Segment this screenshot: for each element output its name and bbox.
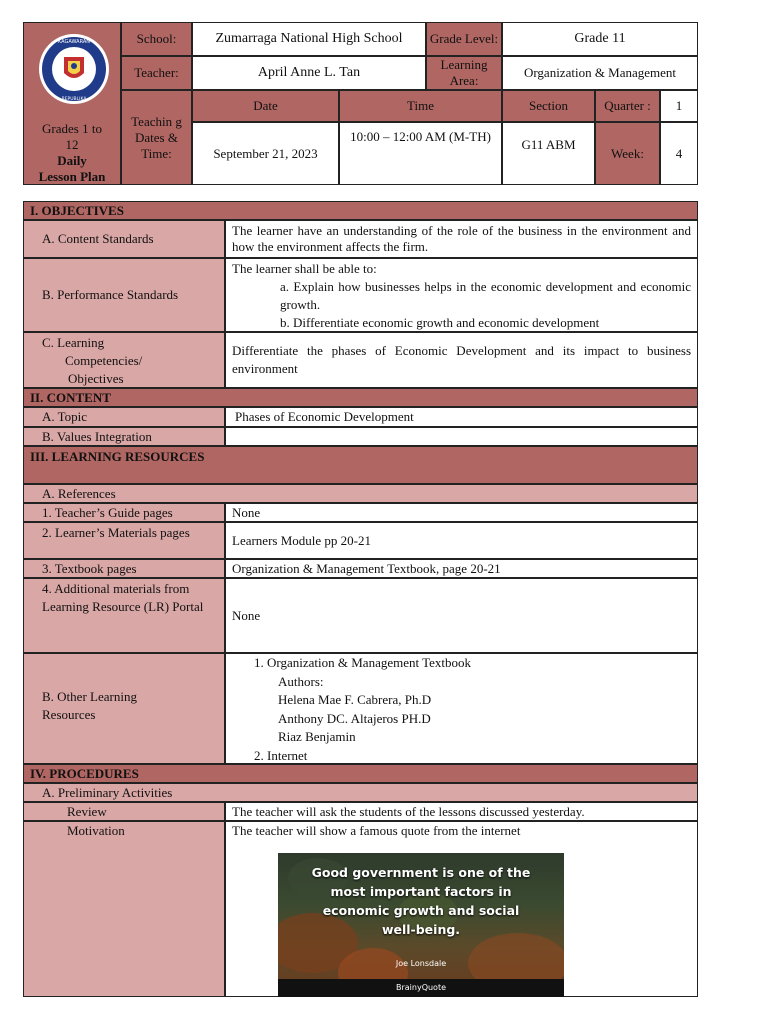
date-value: September 21, 2023	[192, 122, 339, 185]
competencies-label: C. Learning Competencies/ Objectives	[23, 332, 225, 388]
other-authors-label: Authors:	[278, 673, 324, 689]
date-header: Date	[192, 90, 339, 122]
learning-resources-heading: III. LEARNING RESOURCES	[23, 446, 698, 484]
other-resources-label: B. Other Learning Resources	[23, 653, 225, 764]
time-value: 10:00 – 12:00 AM (M-TH)	[339, 122, 502, 185]
values-integration-value	[225, 427, 698, 446]
other-resources-cell	[225, 653, 698, 764]
values-integration-label: B. Values Integration	[23, 427, 225, 446]
other-author-1: Helena Mae F. Cabrera, Ph.D	[278, 692, 432, 708]
content-standards-value: The learner have an understanding of the role of the business in the environment and how the environment affects the firm.	[225, 220, 698, 258]
teaching-dates-label: Teachin g Dates & Time:	[121, 90, 192, 185]
other-author-2: Anthony DC. Altajeros PH.D	[278, 710, 431, 726]
preliminary-activities-label: A. Preliminary Activities	[23, 783, 698, 802]
seal-icon	[38, 33, 110, 105]
other-resource-1: 1. Organization & Management Textbook	[254, 655, 472, 670]
other-author-3: Riaz Benjamin	[278, 729, 356, 745]
svg-text:REPUBLIKA: REPUBLIKA	[61, 97, 87, 102]
review-value: The teacher will ask the students of the lessons discussed yesterday.	[225, 802, 698, 821]
motivation-value: The teacher will show a famous quote from the internet	[232, 823, 521, 838]
grade-level-label: Grade Level:	[426, 22, 502, 56]
learners-materials-label: 2. Learner’s Materials pages	[23, 522, 225, 559]
daily-label: Daily	[57, 153, 87, 168]
competencies-value: Differentiate the phases of Economic Development and its impact to business environment	[225, 332, 698, 388]
textbook-pages-label: 3. Textbook pages	[23, 559, 225, 578]
learners-materials-value: Learners Module pp 20-21	[225, 522, 698, 559]
references-label: A. References	[23, 484, 698, 503]
additional-materials-label: 4. Additional materials from Learning Resource (LR) Portal	[23, 578, 225, 653]
performance-intro: The learner shall be able to:	[232, 261, 377, 276]
svg-text:KAGAWARAN: KAGAWARAN	[57, 39, 91, 45]
quote-text: Good government is one of the most important factors in economic growth and social well-being.	[311, 865, 531, 937]
topic-label: A. Topic	[23, 407, 225, 427]
teachers-guide-value: None	[225, 503, 698, 522]
review-label: Review	[23, 802, 225, 821]
learning-area-label: Learning Area:	[426, 56, 502, 90]
performance-item-b: b. Differentiate economic growth and economic development	[280, 315, 600, 330]
school-value: Zumarraga National High School	[192, 22, 426, 56]
additional-materials-value: None	[225, 578, 698, 653]
motivation-label: Motivation	[23, 821, 225, 997]
quote-image	[278, 853, 564, 997]
quote-brand-logo: BrainyQuote	[278, 979, 564, 997]
week-label: Week:	[595, 122, 660, 185]
quarter-value: 1	[660, 90, 698, 122]
logo-cell	[23, 22, 121, 185]
objectives-heading: I. OBJECTIVES	[23, 201, 698, 220]
week-value: 4	[660, 122, 698, 185]
content-standards-label: A. Content Standards	[23, 220, 225, 258]
performance-standards-cell	[225, 258, 698, 332]
quarter-header: Quarter :	[595, 90, 660, 122]
teachers-guide-label: 1. Teacher’s Guide pages	[23, 503, 225, 522]
grades-line1: Grades 1 to	[42, 121, 102, 136]
performance-item-a: a. Explain how businesses helps in the economic development and economic growth.	[280, 279, 691, 312]
content-heading: II. CONTENT	[23, 388, 698, 407]
topic-value: Phases of Economic Development	[225, 407, 698, 427]
procedures-heading: IV. PROCEDURES	[23, 764, 698, 783]
teacher-label: Teacher:	[121, 56, 192, 90]
quote-author: Joe Lonsdale	[395, 959, 447, 968]
school-label: School:	[121, 22, 192, 56]
textbook-pages-value: Organization & Management Textbook, page 20-21	[225, 559, 698, 578]
deped-logo	[38, 33, 110, 105]
lesson-plan-label: Lesson Plan	[38, 169, 106, 184]
teacher-value: April Anne L. Tan	[192, 56, 426, 90]
learning-area-value: Organization & Management	[502, 56, 698, 90]
grades-line2: 12	[65, 137, 79, 152]
section-value: G11 ABM	[502, 122, 595, 185]
section-header: Section	[502, 90, 595, 122]
other-resource-2: 2. Internet	[254, 747, 308, 763]
grade-level-value: Grade 11	[502, 22, 698, 56]
time-header: Time	[339, 90, 502, 122]
performance-standards-label: B. Performance Standards	[23, 258, 225, 332]
